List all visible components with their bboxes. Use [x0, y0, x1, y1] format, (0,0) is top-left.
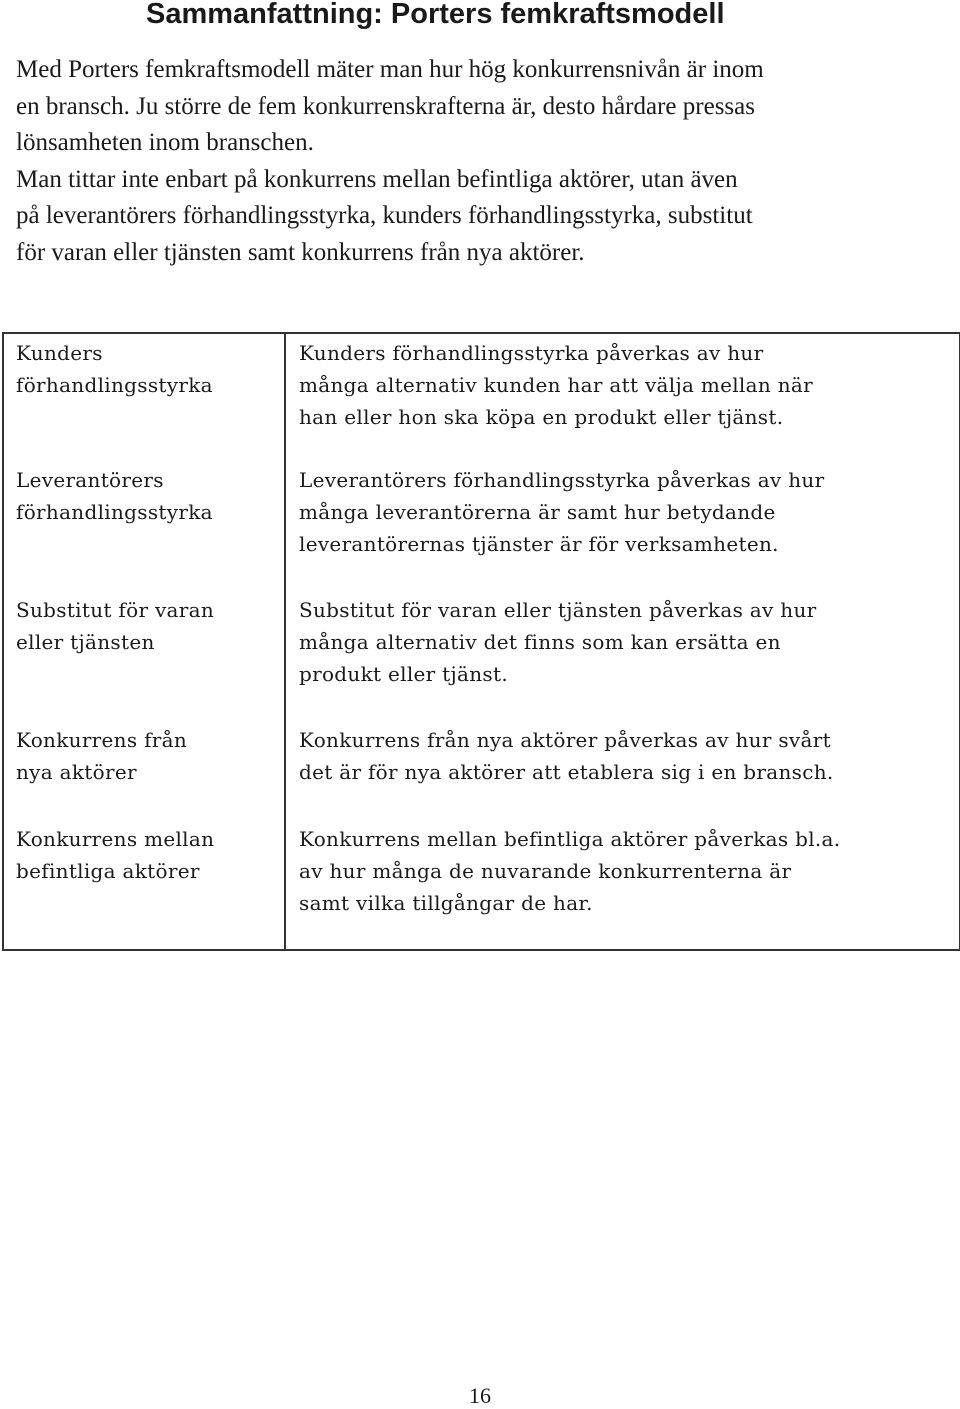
intro-paragraph-2: Man tittar inte enbart på konkurrens mellan befintliga aktörer, utan även på leverantörers förhandlingsstyrka, kunders förhandlingsstyrka, substitut för varan eller tjänsten samt konkurrens från nya aktörer. — [16, 165, 753, 266]
table-row — [3, 333, 960, 461]
table-row — [3, 820, 960, 950]
intro-paragraph-1: Med Porters femkraftsmodell mäter man hur hög konkurrensnivån är inom en bransch. Ju större de fem konkurrenskrafterna är, desto hårdare pressas lönsamheten inom branschen. — [16, 56, 764, 156]
five-forces-table — [2, 332, 960, 951]
force-description: Konkurrens mellan befintliga aktörer påverkas bl.a. av hur många de nuvarande konkurrenterna är samt vilka tillgångar de har. — [285, 820, 960, 950]
page-title: Sammanfattning: Porters femkraftsmodell — [146, 0, 725, 30]
force-description: Substitut för varan eller tjänsten påverkas av hur många alternativ det finns som kan ersätta en produkt eller tjänst. — [285, 591, 960, 721]
table-row — [3, 461, 960, 591]
force-name: Kunders förhandlingsstyrka — [3, 333, 285, 461]
force-description: Leverantörers förhandlingsstyrka påverkas av hur många leverantörerna är samt hur betydande leverantörernas tjänster är för verksamheten. — [285, 461, 960, 591]
table-row — [3, 591, 960, 721]
table-row — [3, 721, 960, 820]
force-name: Konkurrens från nya aktörer — [3, 721, 285, 820]
force-description: Kunders förhandlingsstyrka påverkas av hur många alternativ kunden har att välja mellan när han eller hon ska köpa en produkt eller tjänst. — [285, 333, 960, 461]
force-name: Konkurrens mellan befintliga aktörer — [3, 820, 285, 950]
force-description: Konkurrens från nya aktörer påverkas av hur svårt det är för nya aktörer att etablera sig i en bransch. — [285, 721, 960, 820]
intro-text — [16, 52, 951, 271]
page-number: 16 — [469, 1383, 491, 1408]
force-name: Leverantörers förhandlingsstyrka — [3, 461, 285, 591]
force-name: Substitut för varan eller tjänsten — [3, 591, 285, 721]
